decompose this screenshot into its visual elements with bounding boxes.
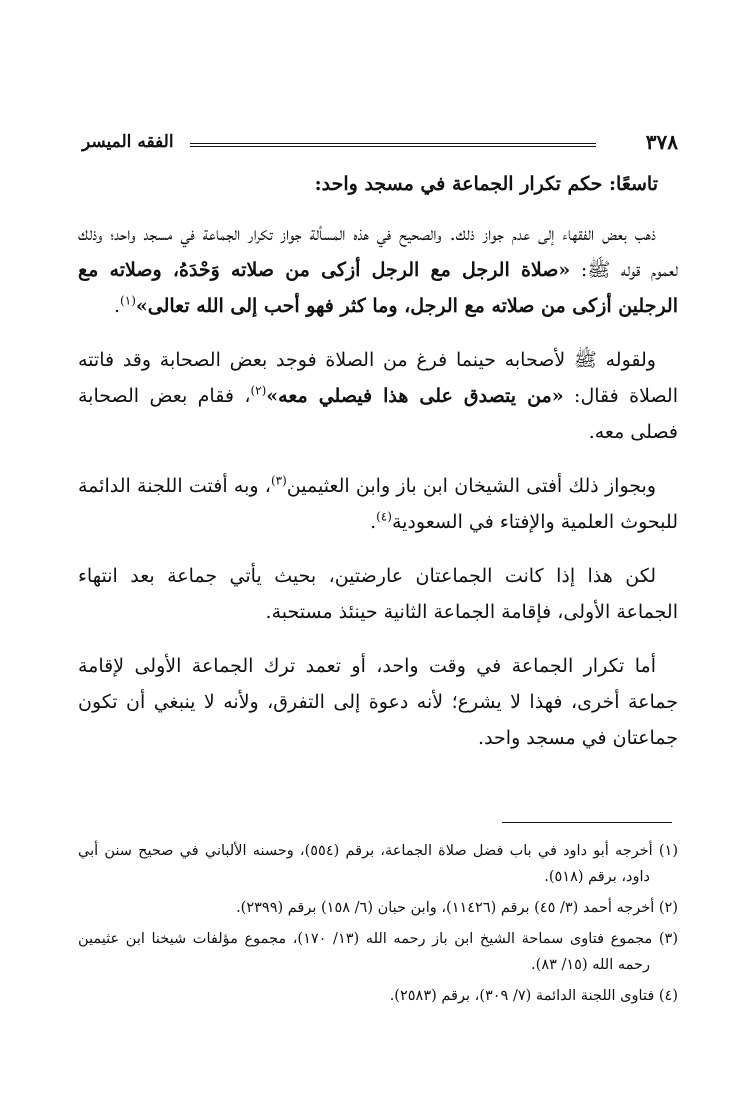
hadith-quote-2: «من يتصدق على هذا فيصلي معه» xyxy=(266,385,564,407)
paragraph-3 xyxy=(78,468,678,540)
section-heading: تاسعًا: حكم تكرار الجماعة في مسجد واحد: xyxy=(314,173,658,195)
footnote-ref-1: (١) xyxy=(120,293,136,308)
paragraph-4: لكن هذا إذا كانت الجماعتان عارضتين، بحيث يأتي جماعة بعد انتهاء الجماعة الأولى، فإقامة الجماعة الثانية حينئذ مستحبة. xyxy=(78,565,678,623)
footnote-ref-3: (٣) xyxy=(270,473,287,488)
paragraph-2 xyxy=(78,342,678,450)
paragraph-2-end: ، فقام بعض الصحابة فصلى معه. xyxy=(78,385,678,443)
footnote-ref-2: (٢) xyxy=(250,383,267,398)
paragraph-3-end: . xyxy=(370,511,377,533)
page-number: ٣٧٨ xyxy=(645,130,678,154)
footnote-2: (٢) أخرجه أحمد (٣/ ٤٥) برقم (١١٤٢٦)، وابن حبان (٦/ ١٥٨) برقم (٢٣٩٩). xyxy=(236,900,678,916)
book-title: الفقه الميسر xyxy=(82,132,174,152)
footnotes xyxy=(78,838,678,1014)
paragraph-3-text: وبجواز ذلك أفتى الشيخان ابن باز وابن العثيمين xyxy=(286,475,656,497)
paragraph-5: أما تكرار الجماعة في وقت واحد، أو تعمد ترك الجماعة الأولى لإقامة جماعة أخرى، فهذا لا يشرع؛ لأنه دعوة إلى التفرق، ولأنه لا ينبغي أن تكون جماعتان في مسجد واحد. xyxy=(78,655,678,749)
footnote-3: (٣) مجموع فتاوى سماحة الشيخ ابن باز رحمه الله (١٣/ ١٧٠)، مجموع مؤلفات شيخنا ابن عثيمين رحمه الله (١٥/ ٨٣). xyxy=(78,931,679,973)
paragraph-3-middle: ، وبه أفتت اللجنة الدائمة للبحوث العلمية والإفتاء في السعودية xyxy=(78,475,678,533)
hadith-quote-1: «صلاة الرجل مع الرجل أزكى من صلاته وَحْدَهُ، وصلاته مع الرجلين أزكى من صلاته مع الرجل، وما كثر فهو أحب إلى الله تعالى» xyxy=(78,259,678,317)
running-header xyxy=(82,128,678,158)
footnote-1: (١) أخرجه أبو داود في باب فضل صلاة الجماعة، برقم (٥٥٤)، وحسنه الألباني في صحيح سنن أبي داود، برقم (٥١٨). xyxy=(78,843,678,885)
header-double-rule xyxy=(190,143,596,147)
body-text xyxy=(78,216,678,756)
paragraph-2-text: ولقوله ﷺ لأصحابه حينما فرغ من الصلاة فوجد بعض الصحابة وقد فاتته الصلاة فقال: xyxy=(78,349,678,407)
footnote-separator xyxy=(502,822,672,823)
paragraph-1-text: ذهب بعض الفقهاء إلى عدم جواز ذلك. والصحيح في هذه المسألة جواز تكرار الجماعة في مسجد واحد؛ وذلك لعموم قوله ﷺ: xyxy=(78,223,678,281)
footnote-4: (٤) فتاوى اللجنة الدائمة (٧/ ٣٠٩)، برقم (٢٥٨٣). xyxy=(389,988,678,1004)
paragraph-1-end: . xyxy=(114,295,121,317)
footnote-ref-4: (٤) xyxy=(376,509,392,524)
paragraph-1 xyxy=(78,216,678,324)
